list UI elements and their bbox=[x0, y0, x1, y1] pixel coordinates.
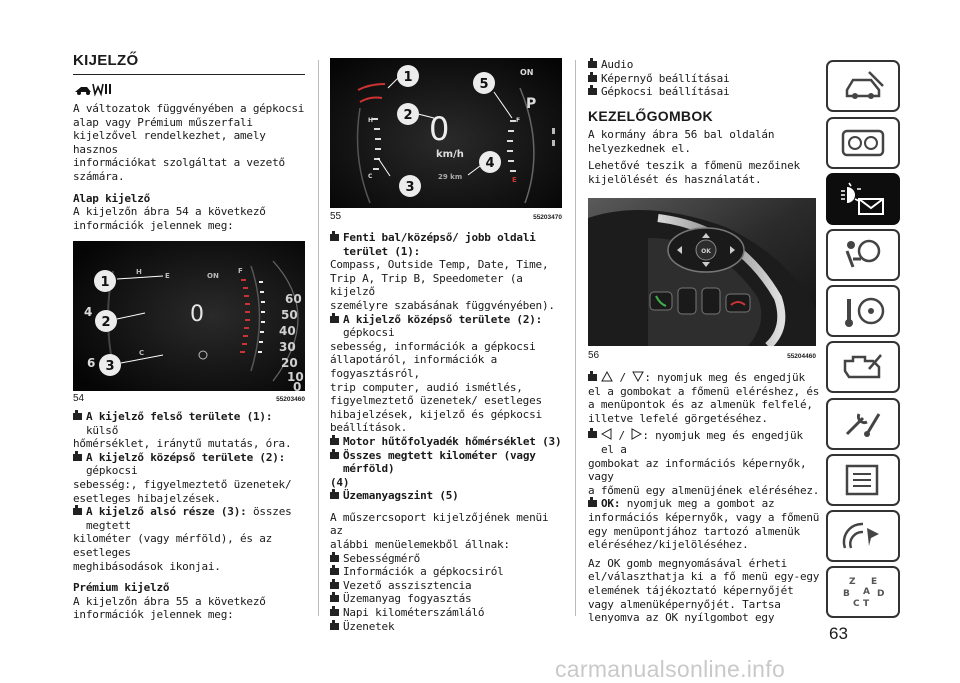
bullet-marker-icon bbox=[330, 438, 339, 445]
bullet-cont: esetleges hibajelzések. bbox=[73, 491, 221, 505]
speed-tick-10: 10 bbox=[287, 370, 304, 384]
sidebar-tab-safety[interactable] bbox=[826, 229, 900, 281]
ok-button-label: OK bbox=[701, 248, 711, 255]
bullet-cont: állapotáról, információk a fogyasztásról, bbox=[330, 353, 497, 380]
dashboard-icon bbox=[839, 125, 887, 161]
bullet-cont: kilométer (vagy mérföld), és az esetleges bbox=[73, 532, 273, 559]
bullet-cont: sebesség:, figyelmeztető üzenetek/ bbox=[73, 477, 292, 491]
fuel-e-label: E bbox=[512, 176, 517, 184]
svg-text:Z: Z bbox=[849, 577, 856, 587]
bullet-odometer: Összes megtett kilométer (vagy mérföld) bbox=[330, 449, 562, 476]
bullet-marker-icon bbox=[73, 508, 82, 515]
paragraph-line: A kormány ábra 56 bal oldalán bbox=[588, 128, 775, 141]
bullet-lower-area: A kijelző alsó része (3): összes megtett bbox=[73, 505, 305, 532]
bullet-marker-icon bbox=[330, 609, 339, 616]
bullet-cont: illetve lefelé görgetéséhez. bbox=[588, 411, 768, 425]
bullet-middle-area: A kijelző középső területe (2): gépkocsi bbox=[73, 451, 305, 478]
svg-text:C: C bbox=[853, 599, 860, 609]
bullet-cont: a főmenü egy almenüjének eléréséhez. bbox=[588, 483, 820, 497]
basic-intro-line: A kijelzőn ábra 54 a következő bbox=[73, 205, 266, 219]
speed-tick-0: 0 bbox=[293, 380, 302, 391]
list-icon bbox=[839, 462, 887, 498]
speed-tick-40: 40 bbox=[279, 324, 296, 338]
svg-text:1: 1 bbox=[403, 70, 413, 85]
park-p-label: P bbox=[526, 96, 537, 112]
bullet-cont: (4) bbox=[330, 475, 350, 489]
temp-c-label: C bbox=[139, 349, 145, 357]
triangle-left-icon bbox=[601, 428, 612, 440]
rpm-tick-4: 4 bbox=[84, 305, 93, 319]
svg-text:T: T bbox=[863, 599, 870, 609]
svg-text:2: 2 bbox=[403, 108, 413, 123]
bullet-marker-icon bbox=[330, 623, 339, 630]
page-number: 63 bbox=[829, 624, 848, 643]
bullet-marker-icon bbox=[73, 454, 82, 461]
paragraph-line: lenyomva az OK nyílgombot egy bbox=[588, 611, 775, 625]
bullet-marker-icon bbox=[588, 374, 597, 381]
menu-item: Napi kilométerszámláló bbox=[330, 606, 562, 620]
menu-item: Audio bbox=[588, 58, 820, 72]
bullet-ok-button: OK: nyomjuk meg a gombot az bbox=[588, 497, 820, 511]
temp-h-label: H bbox=[136, 268, 142, 276]
title-rule bbox=[73, 74, 305, 75]
on-label: ON bbox=[207, 272, 219, 280]
navigation-icon bbox=[839, 518, 887, 554]
svg-text:E: E bbox=[871, 577, 878, 587]
speed-unit: km/h bbox=[436, 149, 464, 160]
basic-display-heading: Alap kijelző bbox=[73, 191, 151, 205]
index-icon bbox=[839, 574, 887, 610]
on-label: ON bbox=[520, 68, 534, 77]
column-divider bbox=[575, 60, 576, 616]
sidebar-tab-emergency[interactable] bbox=[826, 341, 900, 393]
column-divider bbox=[318, 60, 319, 616]
bullet-left-right-buttons: / : nyomjuk meg és engedjük el a bbox=[588, 428, 820, 456]
bullet-up-down-buttons: / : nyomjuk meg és engedjük bbox=[588, 371, 820, 385]
figure-56-code: 55204460 bbox=[787, 353, 816, 360]
bullet-cont: hőmérséklet, iránytű mutatás, óra. bbox=[73, 437, 292, 451]
bullet-cont: trip computer, audió ismétlés, bbox=[330, 380, 523, 394]
intro-paragraph: A változatok függvényében a gépkocsi alap vagy Prémium műszerfali kijelzővel rendelkezhet, amely hasznos információkat szolgáltat a vezető számára. bbox=[73, 102, 305, 183]
svg-text:3: 3 bbox=[105, 359, 115, 374]
bullet-cont: sebesség, információk a gépkocsi bbox=[330, 339, 536, 353]
figure-55-code: 55203470 bbox=[533, 214, 562, 221]
bullet-cont: Compass, Outside Temp, Date, Time, bbox=[330, 258, 549, 272]
tools-icon bbox=[839, 406, 887, 442]
menu-item: Információk a gépkocsiról bbox=[330, 565, 562, 579]
sidebar-tab-maintenance[interactable] bbox=[826, 398, 900, 450]
bullet-cont: Trip A, Trip B, Speedometer (a kijelző bbox=[330, 271, 523, 299]
svg-text:1: 1 bbox=[100, 275, 110, 290]
menu-item: Üzemanyag fogyasztás bbox=[330, 592, 562, 606]
svg-text:A: A bbox=[863, 587, 870, 597]
figure-54-basic-cluster bbox=[73, 241, 305, 391]
bullet-cont: beállítások. bbox=[330, 421, 408, 435]
premium-intro-line: A kijelzőn ábra 55 a következő bbox=[73, 594, 266, 608]
menu-item: Gépkocsi beállításai bbox=[588, 85, 820, 99]
sidebar-tab-car[interactable] bbox=[826, 60, 900, 112]
bullet-marker-icon bbox=[330, 568, 339, 575]
menu-item: Képernyő beállításai bbox=[588, 72, 820, 86]
triangle-right-icon bbox=[631, 428, 642, 440]
menu-item: Vezető asszisztencia bbox=[330, 579, 562, 593]
kezelogombok-section-title: KEZELŐGOMBOK bbox=[588, 108, 713, 124]
bullet-cont: meghibásodások ikonjai. bbox=[73, 559, 221, 573]
figure-54-code: 55203460 bbox=[276, 396, 305, 403]
bullet-fuel-level: Üzemanyagszint (5) bbox=[330, 489, 562, 503]
bullet-marker-icon bbox=[330, 555, 339, 562]
speed-tick-50: 50 bbox=[281, 308, 298, 322]
paragraph-line: elemének tájékoztató képernyőjét bbox=[588, 583, 794, 597]
paragraph-line: vagy almenüképernyőjét. Tartsa bbox=[588, 597, 781, 611]
bullet-marker-icon bbox=[330, 316, 339, 323]
airbag-icon bbox=[839, 237, 887, 273]
paragraph-line: kijelölését és használatát. bbox=[588, 172, 762, 186]
svg-text:3: 3 bbox=[405, 180, 415, 195]
sidebar-tab-specifications[interactable] bbox=[826, 454, 900, 506]
bullet-marker-icon bbox=[330, 595, 339, 602]
bullet-marker-icon bbox=[73, 413, 82, 420]
sidebar-tab-dashboard[interactable] bbox=[826, 117, 900, 169]
kijelzo-section-title: KIJELZŐ bbox=[73, 52, 139, 69]
paragraph-line: helyezkednek el. bbox=[588, 141, 691, 155]
engine-icon bbox=[839, 349, 887, 385]
bullet-marker-icon bbox=[330, 452, 339, 459]
paragraph-line: el/választhatja ki a fő menü egy-egy bbox=[588, 570, 820, 584]
digital-speed-readout: 0 bbox=[190, 302, 204, 327]
menu-item: Sebességmérő bbox=[330, 552, 562, 566]
bullet-marker-icon bbox=[588, 61, 597, 68]
bullet-cont: gombokat az információs képernyők, vagy bbox=[588, 456, 807, 484]
light-mail-icon bbox=[839, 181, 887, 217]
bullet-cont: hibajelzések, kijelző és gépkocsi bbox=[330, 407, 542, 421]
car-icon bbox=[839, 68, 887, 104]
wrench-steering-icon bbox=[839, 293, 887, 329]
bullet-cont: egy menüpontjához tartozó almenük bbox=[588, 524, 800, 538]
svg-text:B: B bbox=[843, 589, 850, 599]
svg-text:D: D bbox=[877, 589, 885, 599]
paragraph-line: Az OK gomb megnyomásával érheti bbox=[588, 556, 788, 570]
bullet-cont: a menüpontok és az almenük felfelé, bbox=[588, 398, 813, 412]
figure-56-number: 56 bbox=[588, 350, 600, 361]
bullet-marker-icon bbox=[330, 234, 339, 241]
speed-tick-20: 20 bbox=[281, 356, 298, 370]
figure-55-premium-cluster bbox=[330, 58, 562, 208]
bullet-marker-icon bbox=[330, 582, 339, 589]
menu-intro-line: A műszercsoport kijelzőjének menüi az bbox=[330, 510, 549, 538]
bullet-marker-icon bbox=[330, 492, 339, 499]
fuel-e-label: E bbox=[165, 272, 170, 280]
bullet-marker-icon bbox=[588, 88, 597, 95]
basic-intro-line: információk jelennek meg: bbox=[73, 218, 234, 232]
premium-logo-icon bbox=[73, 80, 113, 98]
speed-tick-30: 30 bbox=[279, 340, 296, 354]
premium-intro-line: információk jelennek meg: bbox=[73, 608, 234, 622]
temp-c-label: C bbox=[368, 173, 373, 180]
watermark-text: carmanualsonline.info bbox=[555, 656, 786, 682]
bullet-coolant-temp: Motor hűtőfolyadék hőmérséklet (3) bbox=[330, 435, 562, 449]
bullet-marker-icon bbox=[588, 431, 597, 438]
premium-display-heading: Prémium kijelző bbox=[73, 581, 170, 595]
svg-text:2: 2 bbox=[101, 315, 111, 330]
figure-55-number: 55 bbox=[330, 211, 342, 222]
figure-54-number: 54 bbox=[73, 393, 85, 404]
fuel-f-label: F bbox=[516, 117, 521, 124]
menu-intro-line: alábbi menüelemekből állnak: bbox=[330, 538, 510, 552]
triangle-down-icon bbox=[632, 371, 644, 382]
sidebar-tab-lights-messages[interactable] bbox=[826, 173, 900, 225]
svg-text:4: 4 bbox=[485, 156, 495, 171]
paragraph-line: Lehetővé teszik a főmenü mezőinek bbox=[588, 159, 800, 173]
bullet-center-area: A kijelző középső területe (2): gépkocsi bbox=[330, 313, 562, 340]
bullet-cont: személyre szabásának függvényében). bbox=[330, 298, 555, 312]
bullet-cont: el a gombokat a főmenü eléréshez, és bbox=[588, 384, 820, 398]
digital-speed-readout: 0 bbox=[429, 110, 450, 148]
svg-text:5: 5 bbox=[479, 77, 489, 92]
sidebar-tab-multimedia[interactable] bbox=[826, 510, 900, 562]
bullet-cont: információs képernyők, vagy a főmenü bbox=[588, 510, 820, 524]
sidebar-tab-index[interactable] bbox=[826, 566, 900, 618]
bullet-upper-area: A kijelző felső területe (1): külső bbox=[73, 410, 305, 437]
fuel-f-label: F bbox=[238, 267, 243, 275]
bullet-cont: figyelmeztető üzenetek/ esetleges bbox=[330, 394, 542, 408]
bullet-marker-icon bbox=[588, 75, 597, 82]
bullet-top-area: Fenti bal/középső/ jobb oldali terület (1): bbox=[330, 231, 562, 258]
rpm-tick-6: 6 bbox=[87, 356, 96, 370]
speed-tick-60: 60 bbox=[285, 292, 302, 306]
figure-56-steering-controls bbox=[588, 198, 816, 346]
odometer-readout: 29 km bbox=[438, 173, 463, 181]
triangle-up-icon bbox=[601, 371, 613, 382]
temp-h-label: H bbox=[368, 117, 374, 124]
bullet-marker-icon bbox=[588, 500, 597, 507]
sidebar-tab-driving[interactable] bbox=[826, 285, 900, 337]
bullet-cont: eléréséhez/kijelöléséhez. bbox=[588, 538, 749, 552]
menu-item: Üzenetek bbox=[330, 620, 562, 634]
